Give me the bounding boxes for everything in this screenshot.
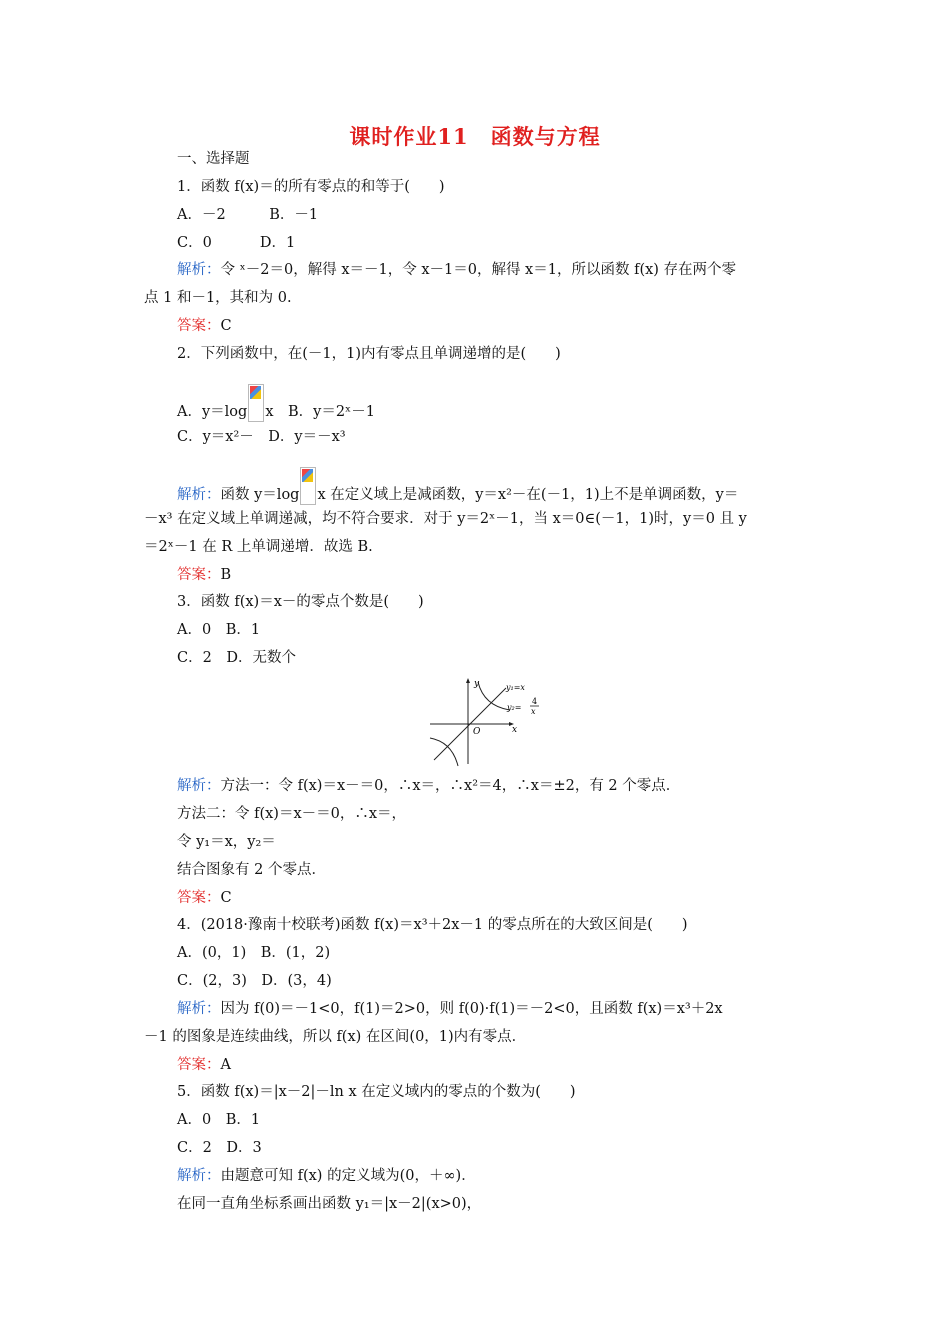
- q1-options-ab: A．－2 B．－1: [177, 207, 319, 223]
- q1-stem: 1．函数 f(x)＝的所有零点的和等于( ): [177, 179, 445, 195]
- broken-image-icon: [300, 467, 316, 505]
- analysis-label: 解析：: [177, 778, 221, 794]
- broken-image-icon: [248, 384, 264, 422]
- analysis-label: 解析：: [177, 262, 221, 278]
- y-axis-arrow: [466, 678, 470, 683]
- answer-label: 答案：: [177, 1057, 221, 1073]
- q4-options-cd: C．(2，3) D．(3，4): [177, 973, 332, 989]
- curve2-numerator: 4: [532, 697, 538, 706]
- q2-analysis-text-3: ＝2ˣ－1 在 R 上单调递增．故选 B.: [144, 539, 373, 555]
- y-axis-label: y: [474, 679, 480, 689]
- q1-options-cd: C．0 D．1: [177, 235, 296, 251]
- q2-options-cd: C．y＝x²－ D．y＝－x³: [177, 429, 346, 445]
- q2-answer-value: B: [220, 567, 232, 583]
- answer-label: 答案：: [177, 318, 221, 334]
- q3-function-graph: [428, 676, 546, 768]
- answer-label: 答案：: [177, 890, 221, 906]
- analysis-label: 解析：: [177, 1001, 221, 1017]
- q2-analysis-text-1b: x 在定义域上是减函数，y＝x²－在(－1，1)上不是单调函数，y＝: [317, 487, 739, 503]
- q1-analysis-text-2: 点 1 和－1，其和为 0.: [144, 290, 292, 306]
- q2-analysis-text-2: －x³ 在定义域上单调递减，均不符合要求．对于 y＝2ˣ－1，当 x＝0∈(－1，1)时，y＝0 且 y: [144, 511, 747, 527]
- q3-options-cd: C．2 D．无数个: [177, 650, 296, 666]
- x-axis-label: x: [512, 725, 518, 735]
- q3-answer-value: C: [220, 890, 232, 906]
- q5-stem: 5．函数 f(x)＝|x－2|－ln x 在定义域内的零点的个数为( ): [177, 1084, 576, 1100]
- q1-answer: [177, 316, 232, 336]
- section-heading: 一、选择题: [177, 151, 250, 167]
- q2-option-ab: [177, 384, 375, 422]
- q3-analysis-text-4: 结合图象有 2 个零点．: [177, 862, 326, 878]
- q2-analysis: [177, 467, 738, 505]
- q5-analysis-text-1: 由题意可知 f(x) 的定义域为(0，＋∞)．: [220, 1168, 476, 1184]
- q4-answer-value: A: [220, 1057, 231, 1073]
- curve2-label: y₂=: [507, 703, 522, 712]
- q4-analysis-text-2: －1 的图象是连续曲线，所以 f(x) 在区间(0，1)内有零点．: [144, 1029, 527, 1045]
- q1-analysis: [177, 260, 736, 280]
- analysis-label: 解析：: [177, 487, 221, 503]
- q3-options-ab: A．0 B．1: [177, 622, 261, 638]
- origin-label: O: [473, 727, 481, 737]
- q1-answer-value: C: [220, 318, 232, 334]
- q4-answer: [177, 1055, 231, 1075]
- q2-answer: [177, 565, 231, 585]
- q1-analysis-text-1: 令 ˣ－2＝0，解得 x＝－1，令 x－1＝0，解得 x＝1，所以函数 f(x) 存在两个零: [220, 262, 737, 278]
- page-title: 课时作业11 函数与方程: [349, 124, 601, 149]
- q4-options-ab: A．(0，1) B．(1，2): [177, 945, 331, 961]
- q3-stem: 3．函数 f(x)＝x－的零点个数是( ): [177, 594, 424, 610]
- q5-options-ab: A．0 B．1: [177, 1112, 261, 1128]
- answer-label: 答案：: [177, 567, 221, 583]
- q2-analysis-text-1a: 函数 y＝log: [220, 487, 300, 503]
- q2-stem: 2．下列函数中，在(－1，1)内有零点且单调递增的是( ): [177, 346, 561, 362]
- curve2-denominator: x: [531, 707, 536, 716]
- q2-option-b-text: x B．y＝2ˣ－1: [265, 404, 375, 420]
- q4-analysis-text-1: 因为 f(0)＝－1<0，f(1)＝2>0，则 f(0)·f(1)＝－2<0，且函数 f(x)＝x³＋2x: [220, 1001, 723, 1017]
- q5-analysis: [177, 1166, 476, 1186]
- hyperbola-branch-left: [430, 738, 458, 766]
- q2-option-a-text: A．y＝log: [177, 404, 248, 420]
- q3-analysis-text-3: 令 y₁＝x，y₂＝: [177, 834, 276, 850]
- analysis-label: 解析：: [177, 1168, 221, 1184]
- curve1-label: y₁=x: [506, 683, 525, 692]
- q3-answer: [177, 888, 232, 908]
- q4-stem: 4．(2018·豫南十校联考)函数 f(x)＝x³＋2x－1 的零点所在的大致区间是( ): [177, 917, 688, 933]
- q3-analysis-text-2: 方法二：令 f(x)＝x－＝0，∴x＝，: [177, 806, 407, 822]
- q5-options-cd: C．2 D．3: [177, 1140, 262, 1156]
- q3-analysis: [177, 776, 680, 796]
- q5-analysis-text-2: 在同一直角坐标系画出函数 y₁＝|x－2|(x>0)，: [177, 1196, 482, 1212]
- q3-analysis-text-1: 方法一：令 f(x)＝x－＝0，∴x＝，∴x²＝4，∴x＝±2，有 2 个零点．: [220, 778, 681, 794]
- q4-analysis: [177, 999, 723, 1019]
